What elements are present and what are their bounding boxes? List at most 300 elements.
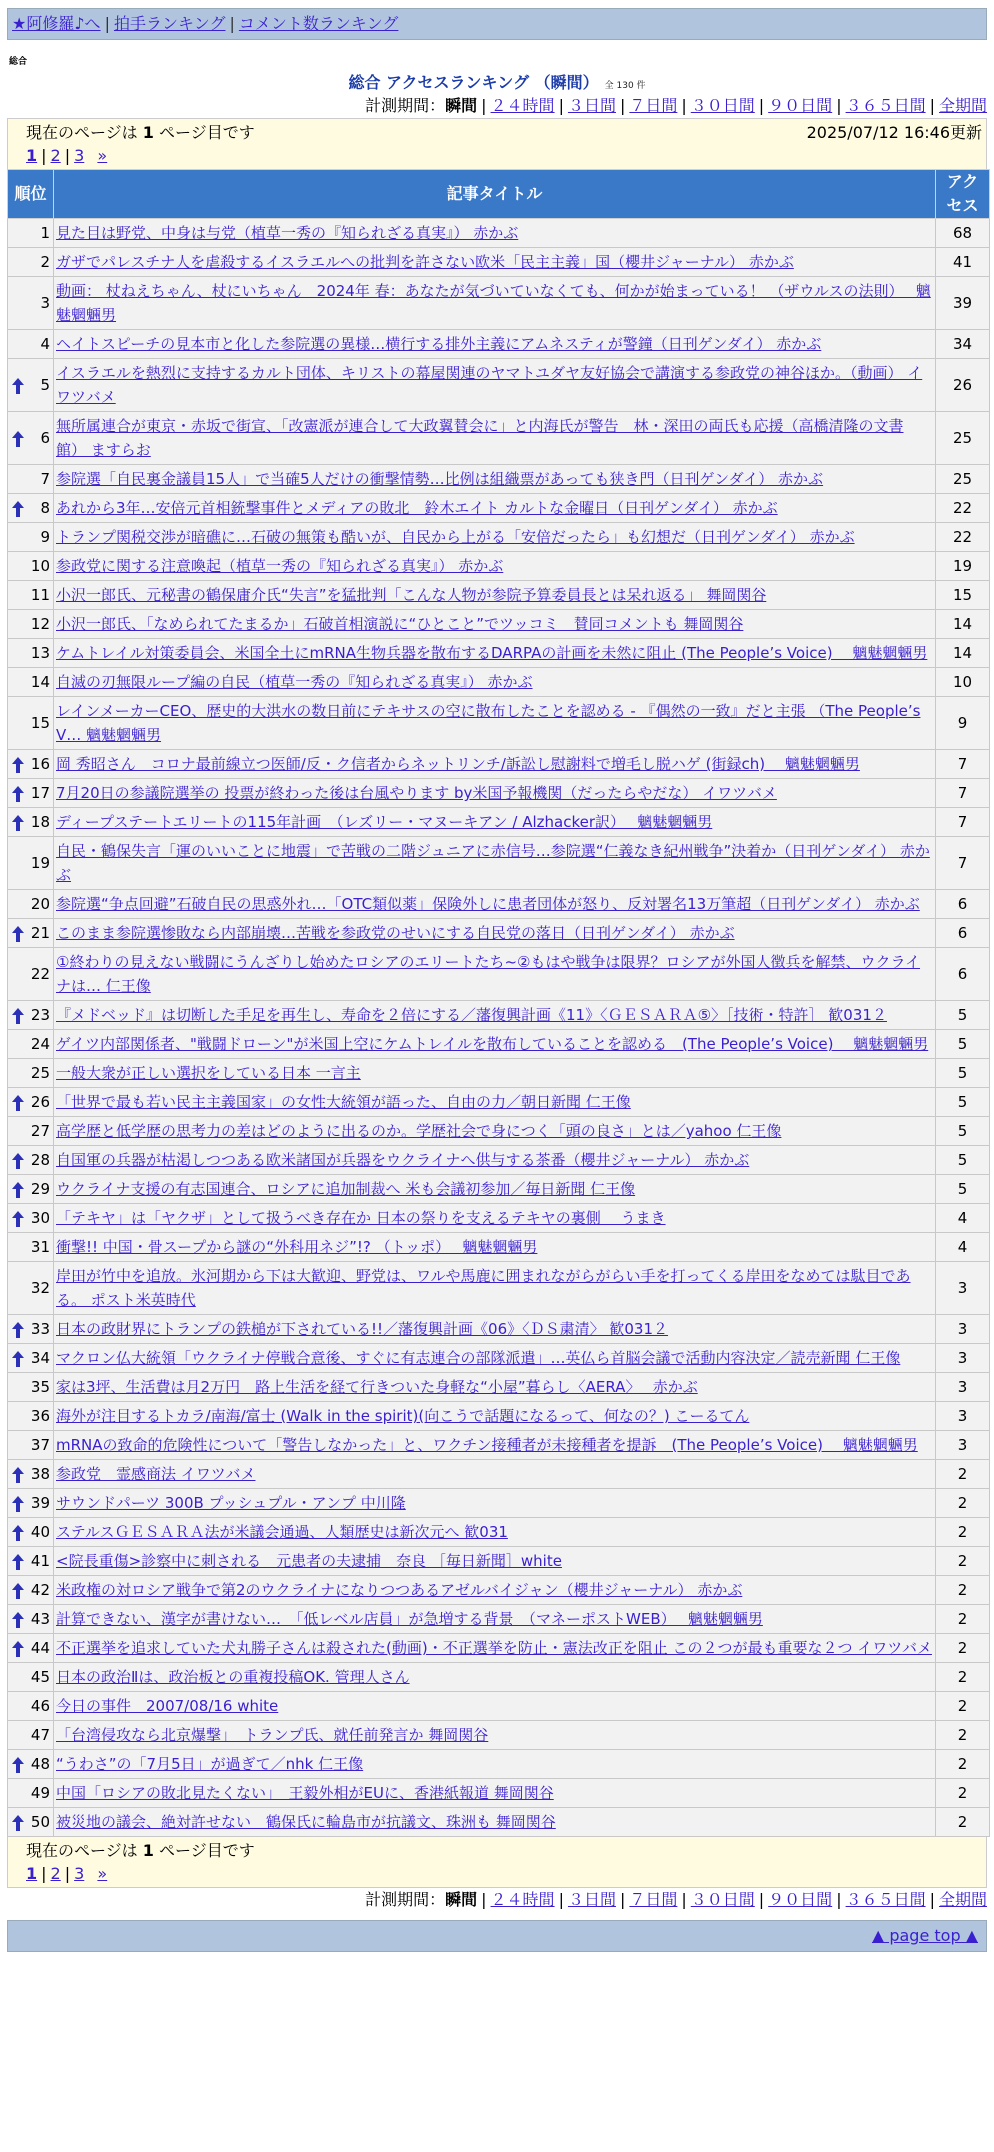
table-row	[8, 1402, 990, 1431]
title-cell	[54, 668, 936, 697]
table-row	[8, 248, 990, 277]
rank-number: 32	[30, 1279, 50, 1297]
title-cell	[54, 1576, 936, 1605]
rank-number: 12	[30, 615, 50, 633]
rank-number: 46	[30, 1697, 50, 1715]
period-links	[477, 1890, 987, 1909]
period-link-5[interactable]: ３６５日間	[845, 96, 926, 115]
access-count: 4	[936, 1204, 990, 1233]
pager-spacer	[88, 1864, 93, 1883]
title-cell	[54, 1233, 936, 1262]
rank-number: 40	[30, 1523, 50, 1541]
rank-number: 29	[30, 1180, 50, 1198]
article-link[interactable]: “うわさ”の「7月5日」が過ぎて／nhk 仁王像	[56, 1755, 364, 1773]
rank-number: 22	[30, 965, 50, 983]
page-status-post: ページ目です	[153, 123, 255, 142]
access-count: 2	[936, 1721, 990, 1750]
title-cell	[54, 359, 936, 412]
pager-separator: |	[64, 146, 71, 165]
table-row	[8, 639, 990, 668]
rank-cell	[8, 1663, 54, 1692]
table-row	[8, 330, 990, 359]
rank-cell	[8, 668, 54, 697]
period-link-6[interactable]: 全期間	[938, 1890, 987, 1909]
table-row	[8, 1030, 990, 1059]
access-count: 22	[936, 494, 990, 523]
article-link[interactable]: mRNAの致命的危険性について「警告しなかった」と、ワクチン接種者が未接種者を提訴 (The People’s Voice) 魑魅魍魎男	[56, 1436, 918, 1454]
rank-cell	[8, 610, 54, 639]
rank-cell	[8, 1402, 54, 1431]
rank-number: 35	[30, 1378, 50, 1396]
page-top-link[interactable]: ▲ page top ▲	[871, 1926, 978, 1945]
article-link[interactable]: 衝撃!! 中国・骨スープから謎の“外科用ネジ”!? （トッポ） 魑魅魍魎男	[56, 1238, 538, 1256]
period-links	[477, 96, 987, 115]
rank-cell	[8, 808, 54, 837]
table-row	[8, 1146, 990, 1175]
access-count: 19	[936, 552, 990, 581]
table-row	[8, 1634, 990, 1663]
rank-cell	[8, 1175, 54, 1204]
rank-number: 9	[40, 528, 50, 546]
article-link[interactable]: 岸田が竹中を追放。氷河期から下は大歓迎、野党は、ワルや馬鹿に囲まれながらがらい手を打ってくる岸田をなめては駄目である。 ポスト米英時代	[56, 1267, 911, 1309]
title-cell	[54, 523, 936, 552]
table-row	[8, 1204, 990, 1233]
article-link[interactable]: 海外が注目するトカラ/南海/富士 (Walk in the spirit)(向こうで話題になるって、何なの？) こーるてん	[56, 1407, 750, 1425]
rank-cell	[8, 1373, 54, 1402]
table-row	[8, 412, 990, 465]
rank-cell	[8, 1030, 54, 1059]
rank-cell	[8, 1634, 54, 1663]
access-count: 2	[936, 1692, 990, 1721]
pager-next[interactable]: »	[97, 1864, 108, 1883]
title-cell	[54, 1262, 936, 1315]
table-row	[8, 1692, 990, 1721]
rank-number: 3	[40, 294, 50, 312]
article-link[interactable]: 自滅の刃無限ループ編の自民（植草一秀の『知られざる真実』） 赤かぶ	[56, 673, 533, 691]
genre-label: 総合	[9, 57, 28, 67]
rank-cell	[8, 1146, 54, 1175]
period-separator: |	[836, 96, 842, 115]
title-cell	[54, 1634, 936, 1663]
rank-cell	[8, 219, 54, 248]
rank-cell	[8, 330, 54, 359]
pager-page-2[interactable]: 2	[50, 1864, 61, 1883]
access-count: 4	[936, 1233, 990, 1262]
rank-cell	[8, 523, 54, 552]
rank-number: 45	[30, 1668, 50, 1686]
article-link[interactable]: 動画： 杖ねえちゃん、杖にいちゃん 2024年 春：あなたが気づいていなくても、何かが始まっている！ （ザウルスの法則） 魑魅魍魎男	[56, 282, 931, 324]
period-separator: |	[758, 1890, 765, 1909]
title-cell	[54, 1030, 936, 1059]
comment-ranking-link[interactable]: コメント数ランキング	[238, 14, 399, 33]
article-link[interactable]: ディープステートエリートの115年計画 （レズリー・マヌーキアン / Alzhacker訳） 魑魅魍魎男	[56, 813, 713, 831]
article-link[interactable]: 参院選「自民裏金議員15人」で当確5人だけの衝撃情勢…比例は組織票があっても狭き門（日刊ゲンダイ） 赤かぶ	[56, 470, 824, 488]
article-link[interactable]: イスラエルを熱烈に支持するカルト団体、キリストの幕屋関連のヤマトユダヤ友好協会で講演する参政党の神谷ほか。（動画） イワツバメ	[56, 364, 923, 406]
title-cell	[54, 412, 936, 465]
article-link[interactable]: 「世界で最も若い民主主義国家」の女性大統領が語った、自由の力／朝日新聞 仁王像	[56, 1093, 631, 1111]
rank-number: 24	[30, 1035, 50, 1053]
period-link-0[interactable]: ２４時間	[490, 96, 555, 115]
article-link[interactable]: 今日の事件 2007/08/16 white	[56, 1697, 279, 1715]
period-separator: |	[481, 96, 487, 115]
total-count: 全 130 件	[604, 81, 646, 91]
article-link[interactable]: <院長重傷>診察中に刺される 元患者の夫逮捕 奈良 ［毎日新聞］white	[56, 1552, 562, 1570]
article-link[interactable]: 一般大衆が正しい選択をしている日本 一言主	[56, 1064, 361, 1082]
table-row	[8, 1547, 990, 1576]
article-link[interactable]: 計算できない、漢字が書けない… 「低レベル店員」が急増する背景 （マネーポストWEB） 魑魅魍魎男	[56, 1610, 763, 1628]
rank-cell	[8, 890, 54, 919]
access-count: 3	[936, 1344, 990, 1373]
rank-number: 17	[30, 784, 50, 802]
access-count: 5	[936, 1001, 990, 1030]
rank-number: 41	[30, 1552, 50, 1570]
rank-cell	[8, 277, 54, 330]
up-arrow-icon	[12, 1007, 24, 1023]
table-row	[8, 1233, 990, 1262]
rank-cell	[8, 494, 54, 523]
article-link[interactable]: 不正選挙を追求していた犬丸勝子さんは殺された(動画)・不正選挙を防止・憲法改正を阻止 この２つが最も重要な２つ イワツバメ	[56, 1639, 932, 1657]
table-row	[8, 1721, 990, 1750]
table-row	[8, 750, 990, 779]
title-cell	[54, 919, 936, 948]
pager-page-2[interactable]: 2	[50, 146, 61, 165]
period-link-1[interactable]: ３日間	[567, 96, 616, 115]
title-cell	[54, 779, 936, 808]
article-link[interactable]: 家は3坪、生活費は月2万円 路上生活を経て行きついた身軽な“小屋”暮らし〈AERA〉 赤かぶ	[56, 1378, 698, 1396]
article-link[interactable]: マクロン仏大統領「ウクライナ停戦合意後、すぐに有志連合の部隊派遣」…英仏ら首脳会議で活動内容決定／読売新聞 仁王像	[56, 1349, 901, 1367]
table-row	[8, 1315, 990, 1344]
period-selector-top	[7, 94, 987, 118]
table-row	[8, 1460, 990, 1489]
article-link[interactable]: 参政党に関する注意喚起（植草一秀の『知られざる真実』） 赤かぶ	[56, 557, 504, 575]
table-row	[8, 668, 990, 697]
up-arrow-icon	[12, 1524, 24, 1540]
rank-number: 36	[30, 1407, 50, 1425]
period-link-1[interactable]: ３日間	[567, 1890, 616, 1909]
period-link-0[interactable]: ２４時間	[490, 1890, 555, 1909]
access-count: 10	[936, 668, 990, 697]
up-arrow-icon	[12, 756, 24, 772]
title-cell	[54, 750, 936, 779]
access-count: 7	[936, 837, 990, 890]
rank-cell	[8, 1344, 54, 1373]
table-row	[8, 808, 990, 837]
title-cell	[54, 219, 936, 248]
access-count: 3	[936, 1262, 990, 1315]
table-row	[8, 1175, 990, 1204]
rank-cell	[8, 1721, 54, 1750]
home-link[interactable]: ★阿修羅♪へ	[12, 14, 101, 33]
period-separator: |	[619, 96, 626, 115]
period-link-4[interactable]: ９０日間	[768, 1890, 833, 1909]
title-cell	[54, 1117, 936, 1146]
rank-number: 13	[30, 644, 50, 662]
rank-cell	[8, 1117, 54, 1146]
up-arrow-icon	[12, 925, 24, 941]
table-row	[8, 779, 990, 808]
up-arrow-icon	[12, 377, 24, 393]
access-count: 2	[936, 1460, 990, 1489]
title-cell	[54, 948, 936, 1001]
pager-spacer	[88, 146, 93, 165]
table-row	[8, 1344, 990, 1373]
rank-cell	[8, 552, 54, 581]
pager-next[interactable]: »	[97, 146, 108, 165]
access-count: 3	[936, 1315, 990, 1344]
article-link[interactable]: 『メドベッド』は切断した手足を再生し、寿命を２倍にする／藩復興計画《11》〈ＧＥＳＡＲＡ⑤〉［技術・特許］ 歓031２	[56, 1006, 887, 1024]
title-cell	[54, 330, 936, 359]
up-arrow-icon	[12, 1640, 24, 1656]
period-separator: |	[681, 1890, 687, 1909]
article-link[interactable]: ケムトレイル対策委員会、米国全土にmRNA生物兵器を散布するDARPAの計画を未然に阻止 (The People’s Voice) 魑魅魍魎男	[56, 644, 928, 662]
period-current: 瞬間	[445, 96, 478, 115]
article-link[interactable]: ガザでパレスチナ人を虐殺するイスラエルへの批判を許さない欧米「民主主義」国（櫻井ジャーナル） 赤かぶ	[56, 253, 794, 271]
access-count: 5	[936, 1088, 990, 1117]
title-cell	[54, 1373, 936, 1402]
rank-number: 2	[40, 253, 50, 271]
access-count: 14	[936, 610, 990, 639]
article-link[interactable]: 自民・鶴保失言「運のいいことに地震」で苦戦の二階ジュニアに赤信号…参院選“仁義なき紀州戦争”決着か（日刊ゲンダイ） 赤かぶ	[56, 842, 930, 884]
page-status-num: 1	[142, 123, 154, 142]
article-link[interactable]: このまま参院選惨敗なら内部崩壊…苦戦を参政党のせいにする自民党の落日（日刊ゲンダイ） 赤かぶ	[56, 924, 735, 942]
period-link-3[interactable]: ３０日間	[690, 96, 755, 115]
period-selector-bottom	[7, 1888, 987, 1912]
article-link[interactable]: 小沢一郎氏、元秘書の鶴保庸介氏“失言”を猛批判「こんな人物が参院予算委員長とは呆れ返る」 舞岡関谷	[56, 586, 767, 604]
rank-number: 48	[30, 1755, 50, 1773]
title-cell	[54, 837, 936, 890]
rank-number: 47	[30, 1726, 50, 1744]
period-link-4[interactable]: ９０日間	[768, 96, 833, 115]
access-count: 25	[936, 465, 990, 494]
title-cell	[54, 1175, 936, 1204]
table-row	[8, 1663, 990, 1692]
up-arrow-icon	[12, 1611, 24, 1627]
table-row	[8, 1779, 990, 1808]
rank-number: 44	[30, 1639, 50, 1657]
table-row	[8, 1001, 990, 1030]
title-cell	[54, 1663, 936, 1692]
up-arrow-icon	[12, 500, 24, 516]
rank-number: 14	[30, 673, 50, 691]
article-link[interactable]: 中国「ロシアの敗北見たくない」 王毅外相がEUに、香港紙報道 舞岡関谷	[56, 1784, 554, 1802]
table-row	[8, 1750, 990, 1779]
article-link[interactable]: ゲイツ内部関係者、"戦闘ドローン"が米国上空にケムトレイルを散布していることを認める (The People’s Voice) 魑魅魍魎男	[56, 1035, 929, 1053]
page-status-bottom	[26, 1839, 976, 1863]
article-link[interactable]: 「台湾侵攻なら北京爆撃」 トランプ氏、就任前発言か 舞岡関谷	[56, 1726, 489, 1744]
article-link[interactable]: 7月20日の参議院選挙の 投票が終わった後は台風やります by米国予報機関（だったらやだな） イワツバメ	[56, 784, 777, 802]
rank-number: 7	[40, 470, 50, 488]
period-link-2[interactable]: ７日間	[629, 96, 678, 115]
up-arrow-icon	[12, 1466, 24, 1482]
title-cell	[54, 581, 936, 610]
article-link[interactable]: 無所属連合が東京・赤坂で街宣、「改憲派が連合して大政翼賛会に」と内海氏が警告 林・深田の両氏も応援（高橋清隆の文書館） ますらお	[56, 417, 904, 459]
title-cell	[54, 697, 936, 750]
article-link[interactable]: 「テキヤ」は「ヤクザ」として扱うべき存在か 日本の祭りを支えるテキヤの裏側 うまき	[56, 1209, 666, 1227]
access-count: 5	[936, 1059, 990, 1088]
title-cell	[54, 552, 936, 581]
article-link[interactable]: 小沢一郎氏、「なめられてたまるか」石破首相演説に“ひとこと”でツッコミ 賛同コメントも 舞岡関谷	[56, 615, 744, 633]
access-count: 6	[936, 890, 990, 919]
rank-number: 42	[30, 1581, 50, 1599]
article-link[interactable]: ステルスＧＥＳＡＲＡ法が米議会通過、人類歴史は新次元へ 歓031	[56, 1523, 508, 1541]
access-count: 9	[936, 697, 990, 750]
title-cell	[54, 1692, 936, 1721]
access-count: 3	[936, 1373, 990, 1402]
rank-cell	[8, 1431, 54, 1460]
access-count: 2	[936, 1808, 990, 1837]
article-link[interactable]: 自国軍の兵器が枯渇しつつある欧米諸国が兵器をウクライナへ供与する茶番（櫻井ジャーナル） 赤かぶ	[56, 1151, 750, 1169]
access-count: 3	[936, 1431, 990, 1460]
clap-ranking-link[interactable]: 拍手ランキング	[113, 14, 226, 33]
table-row	[8, 610, 990, 639]
article-link[interactable]: 日本の政治Ⅱは、政治板との重複投稿OK. 管理人さん	[56, 1668, 410, 1686]
rank-number: 37	[30, 1436, 50, 1454]
title-cell	[54, 1059, 936, 1088]
article-link[interactable]: 見た目は野党、中身は与党（植草一秀の『知られざる真実』） 赤かぶ	[56, 224, 519, 242]
table-row	[8, 277, 990, 330]
up-arrow-icon	[12, 1350, 24, 1366]
updated-date: 2025/07/12 16:46更新	[806, 123, 982, 142]
page-status-post: ページ目です	[153, 1841, 255, 1860]
article-link[interactable]: 米政権の対ロシア戦争で第2のウクライナになりつつあるアゼルバイジャン（櫻井ジャーナル） 赤かぶ	[56, 1581, 743, 1599]
table-row	[8, 359, 990, 412]
rank-cell	[8, 1001, 54, 1030]
rank-cell	[8, 1605, 54, 1634]
ranking-title: 総合 アクセスランキング （瞬間）	[348, 73, 599, 92]
article-link[interactable]: トランプ関税交渉が暗礁に…石破の無策も酷いが、自民から上がる「安倍だったら」も幻想だ（日刊ゲンダイ） 赤かぶ	[56, 528, 855, 546]
rank-number: 38	[30, 1465, 50, 1483]
access-count: 15	[936, 581, 990, 610]
rank-cell	[8, 581, 54, 610]
up-arrow-icon	[12, 1094, 24, 1110]
up-arrow-icon	[12, 1321, 24, 1337]
article-link[interactable]: あれから3年…安倍元首相銃撃事件とメディアの敗北 鈴木エイト カルトな金曜日（日刊ゲンダイ） 赤かぶ	[56, 499, 778, 517]
rank-cell	[8, 359, 54, 412]
period-label: 計測期間：	[365, 96, 446, 115]
article-link[interactable]: 岡 秀昭さん コロナ最前線立つ医師/反・ク信者からネットリンチ/訴訟し慰謝料で増毛し脱ハゲ (街録ch) 魑魅魍魎男	[56, 755, 860, 773]
rank-number: 31	[30, 1238, 50, 1256]
article-link[interactable]: ウクライナ支援の有志国連合、ロシアに追加制裁へ 米も会議初参加／毎日新聞 仁王像	[56, 1180, 636, 1198]
pager-page-3[interactable]: 3	[74, 1864, 85, 1883]
access-count: 7	[936, 750, 990, 779]
table-row	[8, 890, 990, 919]
rank-number: 5	[40, 376, 50, 394]
col-title-header: 記事タイトル	[54, 170, 936, 219]
article-link[interactable]: 参政党 霊感商法 イワツバメ	[56, 1465, 256, 1483]
rank-number: 50	[30, 1813, 50, 1831]
table-row	[8, 523, 990, 552]
rank-number: 21	[30, 924, 50, 942]
title-cell	[54, 1402, 936, 1431]
rank-number: 8	[40, 499, 50, 517]
rank-cell	[8, 948, 54, 1001]
access-count: 7	[936, 808, 990, 837]
rank-number: 33	[30, 1320, 50, 1338]
table-row	[8, 219, 990, 248]
rank-cell	[8, 1233, 54, 1262]
access-count: 5	[936, 1146, 990, 1175]
rank-number: 39	[30, 1494, 50, 1512]
table-row	[8, 1373, 990, 1402]
pager-current[interactable]: 1	[26, 146, 38, 165]
page-status-pre: 現在のページは	[26, 123, 143, 142]
period-link-5[interactable]: ３６５日間	[845, 1890, 926, 1909]
access-count: 39	[936, 277, 990, 330]
rank-cell	[8, 779, 54, 808]
table-row	[8, 1088, 990, 1117]
title-cell	[54, 1460, 936, 1489]
ranking-rows	[8, 219, 990, 1837]
article-link[interactable]: 日本の政財界にトランプの鉄槌が下されている!!／藩復興計画《06》〈ＤＳ粛清〉 歓031２	[56, 1320, 669, 1338]
title-cell	[54, 890, 936, 919]
period-label: 計測期間：	[365, 1890, 446, 1909]
table-row	[8, 1489, 990, 1518]
table-row	[8, 697, 990, 750]
article-link[interactable]: 被災地の議会、絶対許せない 鶴保氏に輪島市が抗議文、珠洲も 舞岡関谷	[56, 1813, 556, 1831]
title-cell	[54, 1605, 936, 1634]
access-count: 7	[936, 779, 990, 808]
period-link-2[interactable]: ７日間	[629, 1890, 678, 1909]
rank-cell	[8, 248, 54, 277]
rank-number: 4	[40, 335, 50, 353]
article-link[interactable]: ①終わりの見えない戦闘にうんざりし始めたロシアのエリートたち~②もはや戦争は限界？ロシアが外国人徴兵を解禁、ウクライナは… 仁王像	[56, 953, 921, 995]
rank-cell	[8, 1808, 54, 1837]
pager-page-3[interactable]: 3	[74, 146, 85, 165]
ranking-table	[7, 169, 990, 1837]
article-link[interactable]: 参院選“争点回避”石破自民の思惑外れ…「OTC類似薬」保険外しに患者団体が怒り、反対署名13万筆超（日刊ゲンダイ） 赤かぶ	[56, 895, 920, 913]
article-link[interactable]: レインメーカーCEO、歴史的大洪水の数日前にテキサスの空に散布したことを認める - 『偶然の一致』だと主張 （The People’s V… 魑魅魍魎男	[56, 702, 921, 744]
access-count: 2	[936, 1663, 990, 1692]
up-arrow-icon	[12, 1181, 24, 1197]
access-count: 25	[936, 412, 990, 465]
rank-cell	[8, 412, 54, 465]
page-status-num: 1	[142, 1841, 154, 1860]
table-row	[8, 1808, 990, 1837]
up-arrow-icon	[12, 814, 24, 830]
access-count: 5	[936, 1030, 990, 1059]
page-status-pre: 現在のページは	[26, 1841, 143, 1860]
access-count: 2	[936, 1605, 990, 1634]
title-cell	[54, 610, 936, 639]
period-link-6[interactable]: 全期間	[938, 96, 987, 115]
table-row	[8, 1605, 990, 1634]
period-separator: |	[558, 96, 564, 115]
access-count: 2	[936, 1576, 990, 1605]
title-cell	[54, 1146, 936, 1175]
rank-number: 30	[30, 1209, 50, 1227]
table-row	[8, 494, 990, 523]
article-link[interactable]: ヘイトスピーチの見本市と化した参院選の異様…横行する排外主義にアムネスティが警鐘（日刊ゲンダイ） 赤かぶ	[56, 335, 822, 353]
article-link[interactable]: 高学歴と低学歴の思考力の差はどのように出るのか。学歴社会で身につく「頭の良さ」とは／yahoo 仁王像	[56, 1122, 782, 1140]
table-row	[8, 581, 990, 610]
article-link[interactable]: サウンドパーツ 300B プッシュプル・アンプ 中川隆	[56, 1494, 406, 1512]
page-info-box-bottom	[7, 1837, 987, 1888]
period-separator: |	[929, 1890, 935, 1909]
bottom-bar	[7, 1920, 987, 1952]
title-cell	[54, 1518, 936, 1547]
rank-number: 18	[30, 813, 50, 831]
pager-current[interactable]: 1	[26, 1864, 38, 1883]
rank-number: 34	[30, 1349, 50, 1367]
pager-separator: |	[41, 1864, 47, 1883]
up-arrow-icon	[12, 430, 24, 446]
period-separator: |	[758, 96, 765, 115]
col-rank-header: 順位	[8, 170, 54, 219]
period-link-3[interactable]: ３０日間	[690, 1890, 755, 1909]
title-cell	[54, 277, 936, 330]
title-cell	[54, 1204, 936, 1233]
rank-cell	[8, 1576, 54, 1605]
